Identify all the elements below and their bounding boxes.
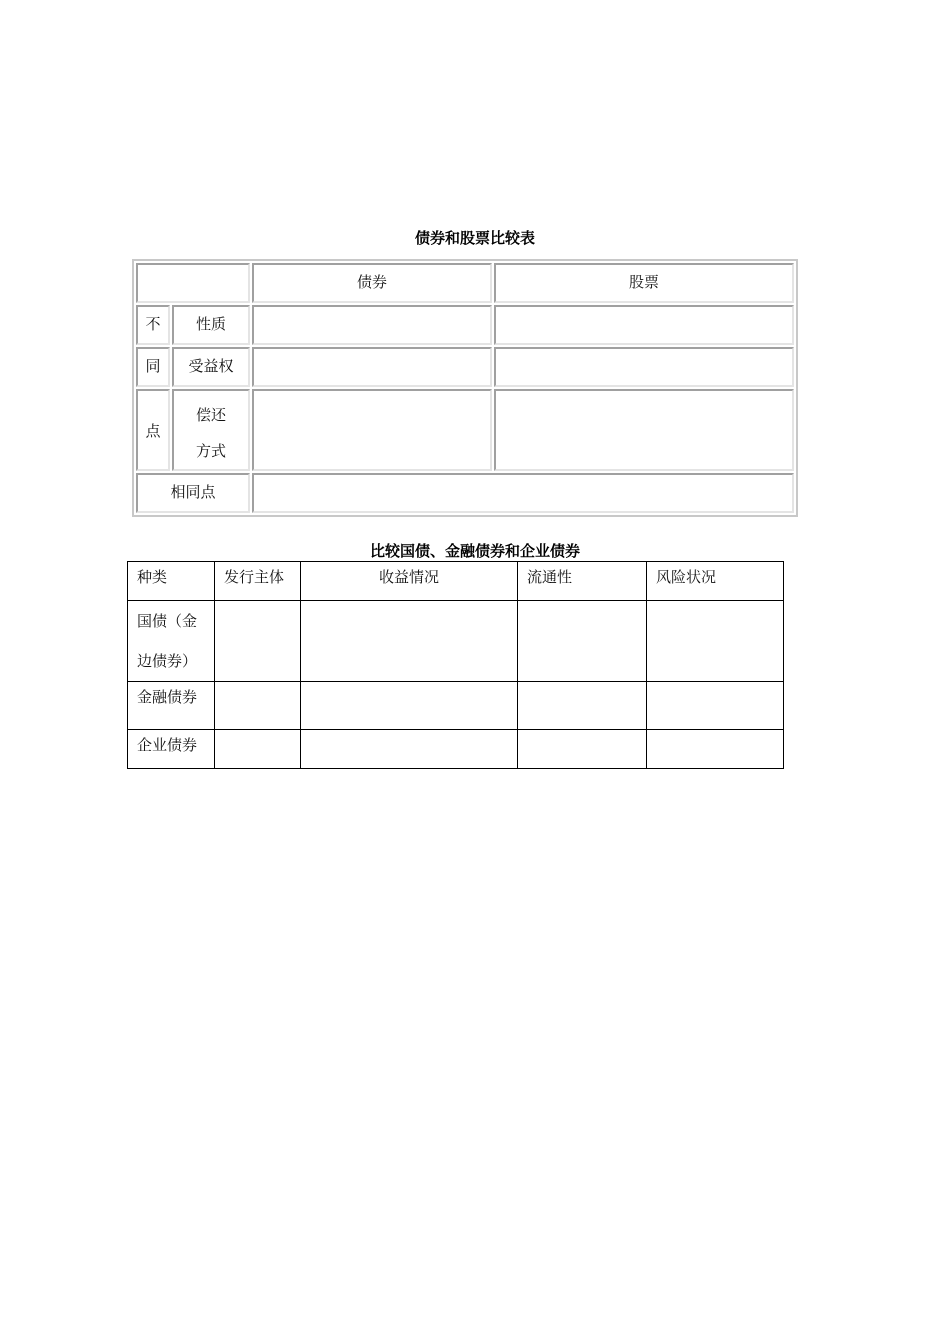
bond-types-comparison-table xyxy=(127,561,784,769)
corporate-label-cell xyxy=(128,730,215,769)
header-bond-cell xyxy=(252,263,492,303)
treasury-risk-cell xyxy=(647,601,784,682)
row-label-repayment-line1: 偿还 xyxy=(195,406,226,424)
row-label-repayment-line2: 方式 xyxy=(195,442,226,460)
treasury-label xyxy=(128,601,214,681)
same-label-cell xyxy=(136,473,250,513)
corporate-issuer-cell xyxy=(215,730,301,769)
header-yield: 收益情况 xyxy=(378,568,439,586)
table2-row-financial xyxy=(128,682,784,730)
group-char-cell xyxy=(136,389,170,471)
table2-title: 比较国债、金融债券和企业债券 xyxy=(369,542,580,560)
header-stock-cell xyxy=(494,263,794,303)
group-char-1: 不 xyxy=(145,315,161,333)
corporate-yield-cell xyxy=(301,730,518,769)
table1-row-nature xyxy=(136,305,794,345)
financial-liquidity-cell xyxy=(518,682,647,730)
financial-label: 金融债券 xyxy=(137,688,198,706)
row-label-benefit: 受益权 xyxy=(188,357,234,375)
group-char-cell xyxy=(136,305,170,345)
financial-issuer-cell xyxy=(215,682,301,730)
header-issuer: 发行主体 xyxy=(224,568,285,586)
corporate-liquidity-cell xyxy=(518,730,647,769)
financial-risk-cell xyxy=(647,682,784,730)
header-bond: 债券 xyxy=(356,273,387,291)
group-char-cell xyxy=(136,347,170,387)
treasury-liquidity-cell xyxy=(518,601,647,682)
header-type-cell xyxy=(128,562,215,601)
row-label-cell xyxy=(172,347,250,387)
header-liquidity-cell xyxy=(518,562,647,601)
same-label: 相同点 xyxy=(170,483,216,501)
header-stock: 股票 xyxy=(628,273,659,291)
same-content-cell xyxy=(252,473,794,513)
header-type: 种类 xyxy=(137,568,168,586)
row-label-cell xyxy=(172,389,250,471)
stock-benefit-cell xyxy=(494,347,794,387)
row-label-repayment xyxy=(174,391,248,469)
treasury-yield-cell xyxy=(301,601,518,682)
row-label-nature: 性质 xyxy=(195,315,226,333)
bond-benefit-cell xyxy=(252,347,492,387)
bond-repayment-cell xyxy=(252,389,492,471)
row-label-cell xyxy=(172,305,250,345)
treasury-label-line2: 边债券） xyxy=(137,652,198,670)
financial-label-cell xyxy=(128,682,215,730)
table1-header-row xyxy=(136,263,794,303)
table2-header-row xyxy=(128,562,784,601)
table1-row-benefit xyxy=(136,347,794,387)
group-char-3: 点 xyxy=(145,421,161,440)
corporate-label: 企业债券 xyxy=(137,736,198,754)
financial-yield-cell xyxy=(301,682,518,730)
header-yield-cell xyxy=(301,562,518,601)
table1-row-repayment xyxy=(136,389,794,471)
header-risk-cell xyxy=(647,562,784,601)
header-risk: 风险状况 xyxy=(656,568,717,586)
table1-title: 债券和股票比较表 xyxy=(414,229,535,247)
table1-corner-cell xyxy=(136,263,250,303)
header-issuer-cell xyxy=(215,562,301,601)
treasury-label-cell xyxy=(128,601,215,682)
treasury-label-line1: 国债（金 xyxy=(137,612,198,630)
stock-nature-cell xyxy=(494,305,794,345)
bond-stock-comparison-table xyxy=(132,259,798,517)
bond-nature-cell xyxy=(252,305,492,345)
table2-row-treasury xyxy=(128,601,784,682)
table2-row-corporate xyxy=(128,730,784,769)
corporate-risk-cell xyxy=(647,730,784,769)
treasury-issuer-cell xyxy=(215,601,301,682)
header-liquidity: 流通性 xyxy=(527,568,573,586)
group-char-2: 同 xyxy=(145,357,161,375)
table1-row-same xyxy=(136,473,794,513)
stock-repayment-cell xyxy=(494,389,794,471)
